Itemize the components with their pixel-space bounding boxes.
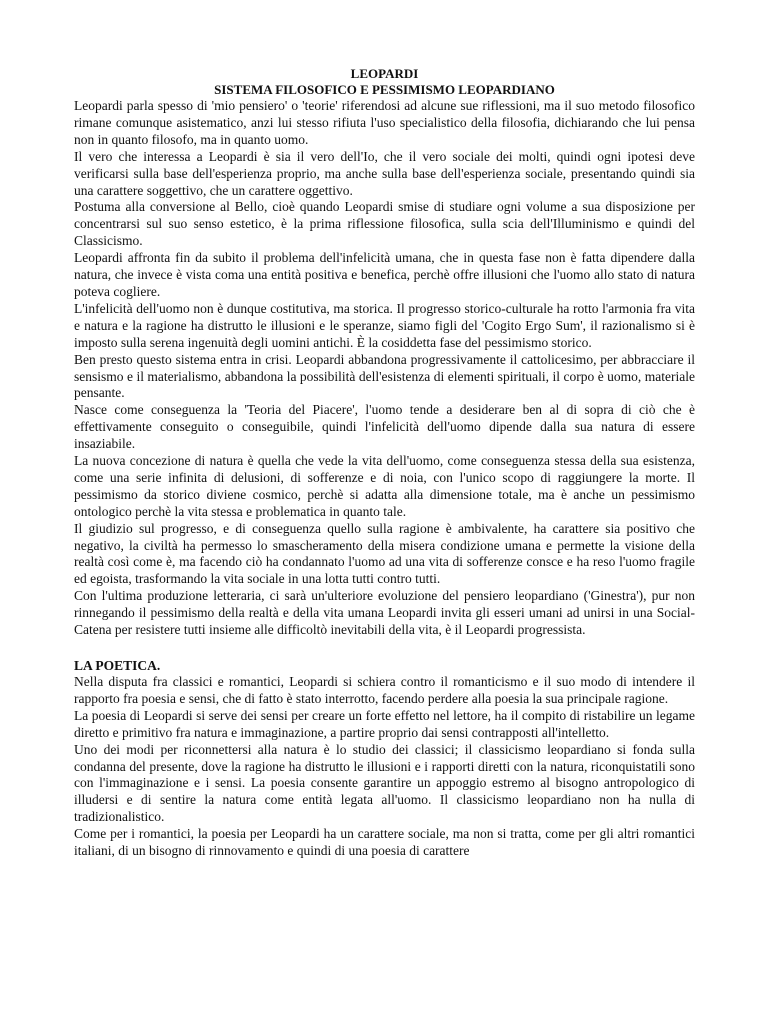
paragraph: Postuma alla conversione al Bello, cioè quando Leopardi smise di studiare ogni volume a sua disposizione per concentrarsi sul suo senso estetico, è la prima riflessione filosofica, sulla scia dell'Illuminismo e quindi del Classicismo. <box>74 199 695 249</box>
section-heading: LA POETICA. <box>74 658 161 673</box>
paragraph: Il vero che interessa a Leopardi è sia il vero dell'Io, che il vero sociale dei molti, quindi ogni ipotesi deve verificarsi sulla base dell'esperienza proprio, ma anche sulla base dell'esperienza sociale, presentando quindi sia una carattere soggettivo, che un carattere oggettivo. <box>74 148 695 198</box>
paragraph: La poesia di Leopardi si serve dei sensi per creare un forte effetto nel lettore, ha il compito di ristabilire un legame diretto e primitivo fra natura e immaginazione, a partire proprio dai sensi contrapposti all'intelletto. <box>74 707 695 740</box>
paragraph: Il giudizio sul progresso, e di conseguenza quello sulla ragione è ambivalente, ha carattere sia positivo che negativo, la civiltà ha permesso lo smascheramento della misera condizione umana e permette la visione della realtà così come è, ma facendo ciò ha condannato l'uomo ad una vita di sofferenze consce e ha reso l'uomo fragile ed egoista, trasformando la vita sociale in una lotta tutti contro tutti. <box>74 520 695 587</box>
paragraph: Nasce come conseguenza la 'Teoria del Piacere', l'uomo tende a desiderare ben al di sopra di ciò che è effettivamente conseguito o conseguibile, quindi l'infelicità dell'uomo dipende dalla sua natura di essere insaziabile. <box>74 402 695 452</box>
paragraph: Nella disputa fra classici e romantici, Leopardi si schiera contro il romanticismo e il suo modo di intendere il rapporto fra poesia e sensi, che di fatto è stato interrotto, facendo perdere alla poesia la sua principale ragione. <box>74 674 695 706</box>
document-title: LEOPARDI <box>350 66 419 81</box>
paragraph: La nuova concezione di natura è quella che vede la vita dell'uomo, come conseguenza stessa della sua esistenza, come una serie infinita di delusioni, di sofferenze e di noia, con l'unico scopo di raggiungere la morte. Il pessimismo da storico diviene cosmico, perchè si adatta alla dimensione totale, ma è anche un pessimismo ontologico perchè la vita stessa e problematica in quanto tale. <box>74 453 695 519</box>
paragraph: Con l'ultima produzione letteraria, ci sarà un'ulteriore evoluzione del pensiero leopardiano ('Ginestra'), pur non rinnegando il pessimismo della realtà e della vita umana Leopardi invita gli esseri umani ad unirsi in una Social-Catena per resistere tutti insieme alle difficoltò inevitabili della vita, è il Leopardi progressista. <box>74 588 695 638</box>
paragraph: L'infelicità dell'uomo non è dunque costitutiva, ma storica. Il progresso storico-culturale ha rotto l'armonia fra vita e natura e la ragione ha distrutto le illusioni e le speranze, siamo figli del 'Cogito Ergo Sum', il razionalismo si è imposto sulla serena ingenuità degli uomini antichi. È la cosiddetta fase del pessimismo storico. <box>74 300 695 350</box>
paragraph: Leopardi affronta fin da subito il problema dell'infelicità umana, che in questa fase non è fatta dipendere dalla natura, che invece è vista coma una entità positiva e benefica, perchè offre illusioni che l'uomo allo stato di natura poteva cogliere. <box>74 250 695 299</box>
document-subtitle: SISTEMA FILOSOFICO E PESSIMISMO LEOPARDIANO <box>214 82 555 97</box>
paragraph: Ben presto questo sistema entra in crisi. Leopardi abbandona progressivamente il cattolicesimo, per abbracciare il sensismo e il materialismo, abbandona la possibilità dell'esistenza di elementi spirituali, il corpo è uomo, materiale pensante. <box>74 351 695 401</box>
paragraph: Uno dei modi per riconnettersi alla natura è lo studio dei classici; il classicismo leopardiano si fonda sulla condanna del presente, dove la ragione ha distrutto le illusioni e i rapporti diretti con la natura, riconquistatili sono con l'immaginazione e i sensi. La poesia consente garantire un appoggio estremo al bisogno antropologico di illudersi e di sentire la natura come entità legata all'uomo. Il classicismo leopardiano non ha nulla di tradizionalistico. <box>74 741 695 825</box>
paragraph: Leopardi parla spesso di 'mio pensiero' o 'teorie' riferendosi ad alcune sue riflessioni, ma il suo metodo filosofico rimane comunque asistematico, anzi lui stesso rifiuta l'uso specialistico della filosofia, dichiarando che lui pensa non in quanto filosofo, ma in quanto uomo. <box>74 98 695 147</box>
paragraph: Come per i romantici, la poesia per Leopardi ha un carattere sociale, ma non si tratta, come per gli altri romantici italiani, di un bisogno di rinnovamento e quindi di una poesia di carattere <box>74 826 695 859</box>
